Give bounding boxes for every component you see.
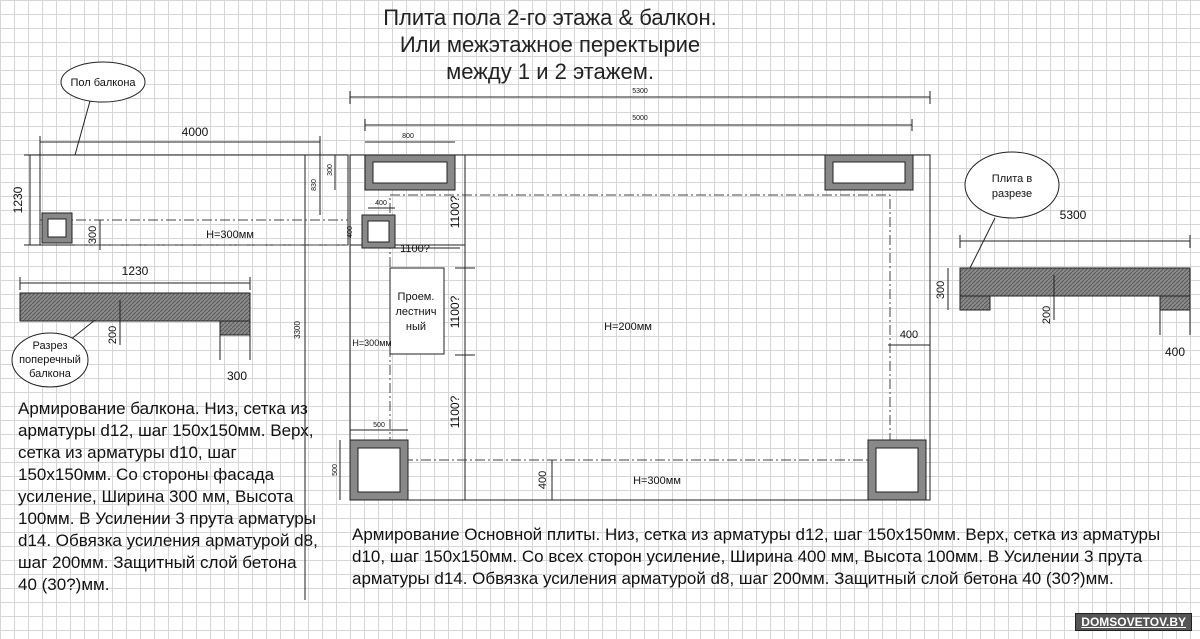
dim-1100-q-2: 1100? — [400, 243, 430, 255]
dim-5300-right: 5300 — [1059, 208, 1087, 222]
dim-5000: 5000 — [632, 115, 648, 122]
callout-balcony-floor-text: Пол балкона — [70, 77, 136, 89]
callout-balcony-section-line-2: поперечный — [19, 354, 81, 366]
dim-400-right: 400 — [899, 329, 919, 341]
title-line-3: между 1 и 2 этажем. — [446, 59, 654, 84]
callout-balcony-section-line-1: Разрез — [32, 340, 68, 352]
dim-500-b: 500 — [332, 464, 339, 476]
dim-200-right: 200 — [1041, 305, 1053, 325]
stair-opening-label-1: Проем. — [397, 291, 435, 303]
bottom-beam-h300: H=300мм — [633, 475, 681, 487]
stair-opening-label-3: ный — [405, 321, 427, 333]
slab-edge-height: H=300мм — [352, 338, 392, 348]
balcony-section-rib — [220, 321, 250, 335]
dim-830: 830 — [311, 179, 318, 191]
callout-slab-section-line-2: разрезе — [991, 188, 1033, 200]
callout-balcony-section-line-3: балкона — [29, 368, 71, 380]
dim-5300-top: 5300 — [632, 88, 648, 95]
slab-section-rib-left — [960, 296, 990, 310]
dim-300-c: 300 — [327, 164, 334, 176]
callout-balcony-floor — [61, 62, 145, 155]
dim-500-a: 500 — [373, 422, 385, 429]
slab-cross-section — [935, 208, 1190, 359]
dim-4000: 4000 — [181, 125, 209, 139]
dim-400-right-bottom: 400 — [1164, 345, 1186, 359]
main-slab-reinforcement-note: Армирование Основной плиты. Низ, сетка из арматуры d12, шаг 150х150мм. Верх, сетка из арматуры d10, шаг 150х150мм. Со всех сторон усиление, Ширина 400 мм, Высота 100мм. В Усилении 3 прута арматуры d14. Обвязка усиления арматурой d8, шаг 200мм. Защитный слой бетона 40 (30?)мм. — [352, 525, 1161, 588]
dim-300-right: 300 — [935, 280, 947, 300]
dim-3300: 3300 — [293, 321, 302, 339]
balcony-height-h300: H=300мм — [206, 229, 254, 241]
dim-1230-vertical: 1230 — [11, 186, 25, 214]
stair-opening-label-2: лестнич — [395, 306, 437, 318]
dim-1100-q-3: 1100? — [448, 295, 462, 329]
dim-1230-horizontal: 1230 — [121, 264, 149, 278]
dim-800: 800 — [402, 133, 414, 140]
dim-400-a: 400 — [375, 200, 387, 207]
callout-slab-section — [965, 152, 1059, 268]
callout-slab-section-line-1: Плита в — [991, 173, 1033, 185]
site-watermark[interactable]: DOMSOVETOV.BY — [1075, 613, 1192, 631]
dim-1100-q-1: 1100? — [448, 195, 462, 229]
title-line-1: Плита пола 2-го этажа & балкон. — [383, 5, 717, 30]
balcony-section-slab — [20, 293, 250, 321]
balcony-reinforcement-note: Армирование балкона. Низ, сетка из арматуры d12, шаг 150х150мм. Верх, сетка из арматуры d10, шаг 150х150мм. Со стороны фасада усиление, Ширина 300 мм, Высота 100мм. В Усилении 3 прута арматуры d14. Обвязка усиления арматурой d8, шаг 200мм. Защитный слой бетона 40 (30?)мм. — [18, 399, 318, 594]
dim-200-a: 200 — [107, 325, 119, 345]
callout-balcony-section — [12, 320, 95, 387]
dim-300-a: 300 — [87, 225, 99, 245]
slab-thickness-h200: H=200мм — [604, 321, 652, 333]
main-slab-plan — [332, 88, 930, 500]
title-line-2: Или межэтажное перектырие — [399, 32, 701, 57]
dim-400-bottom: 400 — [537, 470, 549, 490]
slab-section-rib-right — [1160, 296, 1190, 310]
dim-300-b: 300 — [226, 369, 248, 383]
dim-1100-q-4: 1100? — [448, 395, 462, 429]
dim-400-b: 400 — [347, 226, 354, 238]
slab-section-body — [960, 268, 1190, 296]
